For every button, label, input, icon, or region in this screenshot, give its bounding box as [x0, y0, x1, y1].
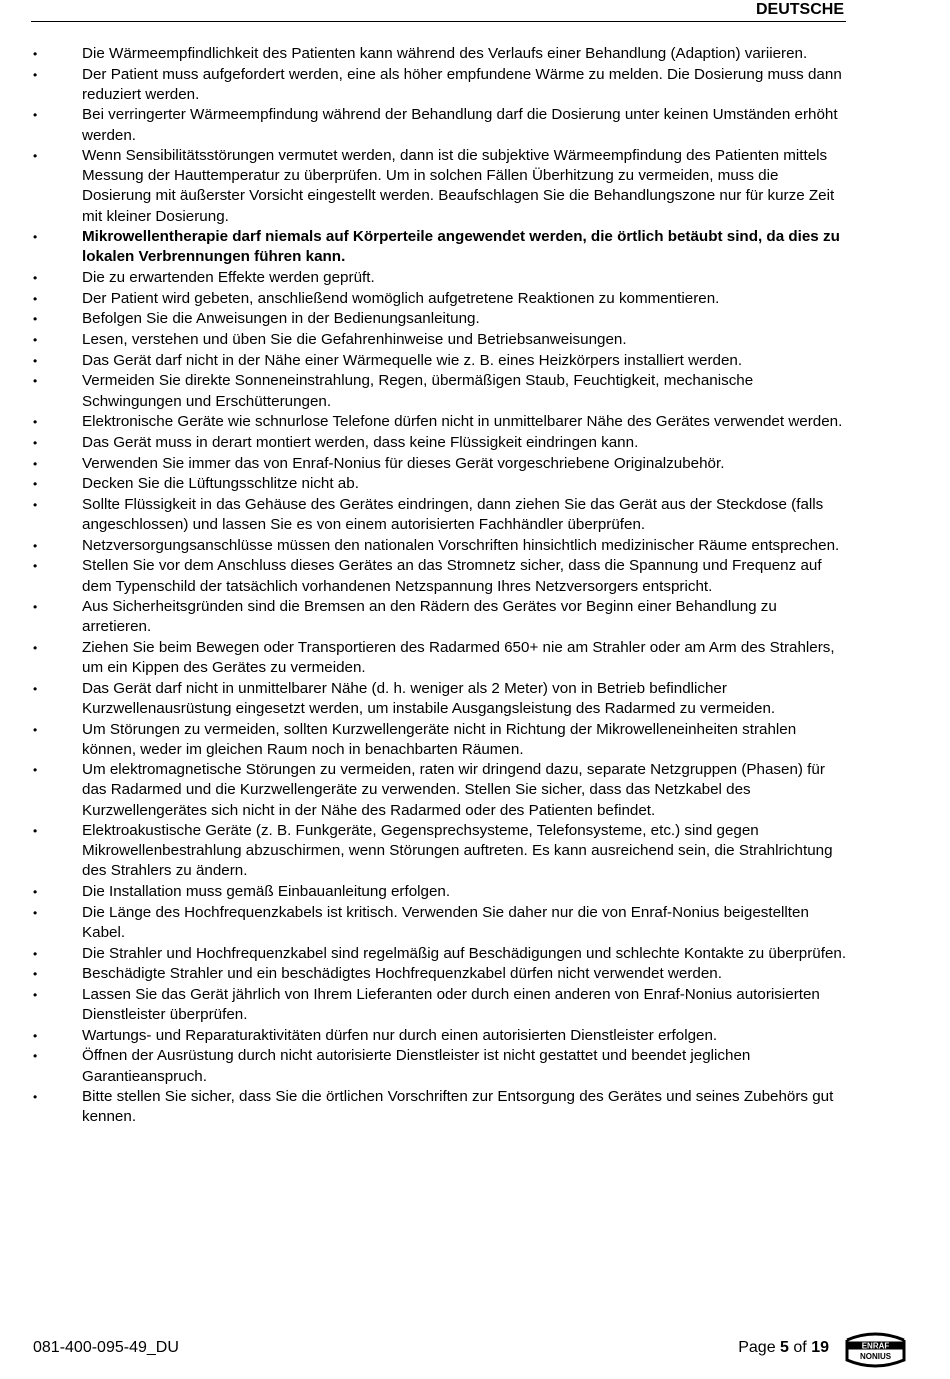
list-item-text: Wartungs- und Reparaturaktivitäten dürfen nur durch einen autorisierten Dienstleister erfolgen.: [82, 1026, 718, 1044]
list-item: [0, 944, 950, 964]
list-item: [0, 105, 950, 145]
enraf-nonius-logo-icon: [843, 1326, 908, 1374]
list-item-text: Das Gerät darf nicht in der Nähe einer Wärmequelle wie z. B. eines Heizkörpers installiert werden.: [82, 351, 743, 369]
page-total: 19: [811, 1339, 829, 1356]
list-item: [0, 433, 950, 453]
bullet-dot-icon: •: [33, 435, 38, 450]
list-item: [0, 146, 950, 226]
list-item-text: Wenn Sensibilitätsstörungen vermutet werden, dann ist die subjektive Wärmeempfindung des Patienten mittels Messung der Hauttemperatur zu überprüfen. Um in solchen Fällen Überhitzung zu vermeiden, muss die Dosierung mit äußerster Vorsicht eingestellt werden. Beaufschlagen Sie die Behandlungszone nur für kurze Zeit mit kleiner Dosierung.: [82, 147, 835, 225]
list-item-text: Lassen Sie das Gerät jährlich von Ihrem Lieferanten oder durch einen anderen von Enraf-Nonius autorisierten Dienstleister überprüfen.: [82, 985, 820, 1024]
bullet-dot-icon: •: [33, 456, 38, 471]
list-item: [0, 903, 950, 943]
list-item-text: Stellen Sie vor dem Anschluss dieses Gerätes an das Stromnetz sicher, dass die Spannung und Frequenz auf dem Typenschild der tatsächlich vorhandenen Netzspannung Ihres Netzversorgers entspricht.: [82, 557, 822, 595]
list-item: [0, 268, 950, 288]
list-item: [0, 474, 950, 494]
list-item-text: Lesen, verstehen und üben Sie die Gefahrenhinweise und Betriebsanweisungen.: [82, 331, 627, 349]
list-item: [0, 556, 950, 596]
list-item-text: Mikrowellentherapie darf niemals auf Körperteile angewendet werden, die örtlich betäubt sind, da dies zu lokalen Verbrennungen führen kann.: [82, 228, 840, 266]
bullet-dot-icon: •: [33, 600, 38, 615]
list-item-text: Die Länge des Hochfrequenzkabels ist kritisch. Verwenden Sie daher nur die von Enraf-Nonius beigestellten Kabel.: [82, 903, 809, 941]
bullet-dot-icon: •: [33, 824, 38, 839]
bullet-dot-icon: •: [33, 681, 38, 696]
bullet-dot-icon: •: [33, 722, 38, 737]
list-item: [0, 536, 950, 556]
list-item-text: Der Patient wird gebeten, anschließend womöglich aufgetretene Reaktionen zu kommentieren.: [82, 289, 720, 307]
list-item-text: Die Wärmeempfindlichkeit des Patienten kann während des Verlaufs einer Behandlung (Adaption) variieren.: [82, 45, 808, 62]
bullet-dot-icon: •: [33, 641, 38, 655]
header-rule: [31, 21, 846, 22]
list-item-text: Sollte Flüssigkeit in das Gehäuse des Gerätes eindringen, dann ziehen Sie das Gerät aus der Steckdose (falls angeschlossen) und lassen Sie es von einem autorisierten Fachhändler überprüfen.: [82, 495, 824, 534]
bullet-dot-icon: •: [33, 230, 38, 245]
bullet-dot-icon: •: [33, 538, 38, 553]
list-item: [0, 44, 950, 64]
list-item: [0, 985, 950, 1025]
bullet-dot-icon: •: [33, 415, 38, 430]
header-language: DEUTSCHE: [755, 1, 844, 18]
list-item: [0, 720, 950, 760]
list-item-text: Der Patient muss aufgefordert werden, eine als höher empfundene Wärme zu melden. Die Dosierung muss dann reduziert werden.: [82, 65, 842, 103]
bullet-dot-icon: •: [33, 967, 38, 982]
bullet-dot-icon: •: [33, 47, 38, 61]
footer-page-indicator: [738, 1339, 829, 1357]
bullet-dot-icon: •: [33, 477, 38, 492]
list-item-text: Netzversorgungsanschlüsse müssen den nationalen Vorschriften hinsichtlich medizinischer Räume entsprechen.: [82, 536, 840, 554]
bullet-dot-icon: •: [33, 291, 38, 306]
list-item-text: Um elektromagnetische Störungen zu vermeiden, raten wir dringend dazu, separate Netzgruppen (Phasen) für das Radarmed und die Kurzwellengeräte zu verwenden. Stellen Sie sicher, dass das Netzkabel des Kurzwellengerätes sich nicht in der Nähe des Radarmed oder des Patienten befindet.: [82, 761, 825, 819]
list-item: [0, 638, 950, 678]
list-item: [0, 65, 950, 105]
bullet-dot-icon: •: [33, 1049, 38, 1064]
bullet-dot-icon: •: [33, 353, 38, 368]
bullet-dot-icon: •: [33, 497, 38, 512]
list-item: [0, 1046, 950, 1086]
list-item: [0, 1026, 950, 1046]
list-item-text: Elektroakustische Geräte (z. B. Funkgeräte, Gegensprechsysteme, Telefonsysteme, etc.) sind gegen Mikrowellenbestrahlung abzuschirmen, wenn Störungen auftreten. Es kann ausreichend sein, die Strahlrichtung des Strahlers zu ändern.: [82, 822, 833, 880]
list-item-text: Verwenden Sie immer das von Enraf-Nonius für dieses Gerät vorgeschriebene Originalzubehör.: [82, 454, 725, 472]
list-item: [0, 1087, 950, 1127]
list-item: [0, 351, 950, 371]
bullet-dot-icon: •: [33, 271, 38, 285]
list-item-text: Die Installation muss gemäß Einbauanleitung erfolgen.: [82, 883, 451, 901]
page-current: 5: [780, 1339, 789, 1356]
list-item-text: Beschädigte Strahler und ein beschädigtes Hochfrequenzkabel dürfen nicht verwendet werden.: [82, 965, 722, 983]
list-item-text: Ziehen Sie beim Bewegen oder Transportieren des Radarmed 650+ nie am Strahler oder am Arm des Strahlers, um ein Kippen des Gerätes zu vermeiden.: [82, 639, 835, 677]
list-item-text: Das Gerät muss in derart montiert werden, dass keine Flüssigkeit eindringen kann.: [82, 433, 639, 451]
bullet-dot-icon: •: [33, 763, 38, 778]
safety-bullet-list: [0, 44, 950, 1128]
logo-text-line2: NONIUS: [859, 1352, 892, 1361]
list-item: [0, 821, 950, 881]
list-item-text: Bei verringerter Wärmeempfindung während der Behandlung darf die Dosierung unter keinen Umständen erhöht werden.: [82, 106, 838, 144]
list-item-text: Die zu erwartenden Effekte werden geprüft.: [82, 269, 375, 286]
list-item: [0, 289, 950, 309]
logo-text-line1: ENRAF: [861, 1341, 890, 1351]
list-item: [0, 454, 950, 474]
bullet-dot-icon: •: [33, 559, 38, 574]
bullet-dot-icon: •: [33, 987, 38, 1002]
list-item-text: Um Störungen zu vermeiden, sollten Kurzwellengeräte nicht in Richtung der Mikrowelleneinheiten strahlen können, weder im gleichen Raum noch in benachbarten Räumen.: [82, 720, 797, 758]
list-item: [0, 309, 950, 329]
bullet-dot-icon: •: [33, 1028, 38, 1043]
list-item: [0, 760, 950, 820]
bullet-dot-icon: •: [33, 67, 38, 82]
bullet-dot-icon: •: [33, 108, 38, 123]
page-of: of: [793, 1339, 807, 1356]
list-item: [0, 412, 950, 432]
list-item-text: Befolgen Sie die Anweisungen in der Bedienungsanleitung.: [82, 310, 480, 328]
list-item-text: Decken Sie die Lüftungsschlitze nicht ab.: [82, 475, 359, 493]
list-item-text: Aus Sicherheitsgründen sind die Bremsen an den Rädern des Gerätes vor Beginn einer Behandlung zu arretieren.: [82, 598, 777, 636]
list-item: [0, 495, 950, 535]
list-item-text: Das Gerät darf nicht in unmittelbarer Nähe (d. h. weniger als 2 Meter) von in Betrieb befindlicher Kurzwellenausrüstung eingesetzt werden, um instabile Ausgangsleistung des Radarmed zu vermeiden.: [82, 679, 776, 717]
list-item: [0, 330, 950, 350]
page-prefix: Page: [738, 1339, 776, 1356]
list-item-text: Öffnen der Ausrüstung durch nicht autorisierte Dienstleister ist nicht gestattet und beendet jeglichen Garantieanspruch.: [82, 1047, 751, 1085]
list-item: [0, 679, 950, 719]
bullet-dot-icon: •: [33, 312, 38, 327]
bullet-dot-icon: •: [33, 333, 38, 348]
bullet-dot-icon: •: [33, 885, 38, 900]
footer-doc-number: 081-400-095-49_DU: [33, 1339, 179, 1356]
bullet-dot-icon: •: [33, 374, 38, 389]
list-item: [0, 371, 950, 411]
list-item: [0, 882, 950, 902]
list-item-text: Vermeiden Sie direkte Sonneneinstrahlung, Regen, übermäßigen Staub, Feuchtigkeit, mechanische Schwingungen und Erschütterungen.: [82, 372, 754, 410]
bullet-dot-icon: •: [33, 946, 38, 961]
list-item: [0, 227, 950, 267]
list-item: [0, 597, 950, 637]
list-item-text: Die Strahler und Hochfrequenzkabel sind regelmäßig auf Beschädigungen und schlechte Kontakte zu überprüfen.: [82, 944, 847, 962]
bullet-dot-icon: •: [33, 1090, 38, 1105]
bullet-dot-icon: •: [33, 149, 38, 164]
list-item: [0, 964, 950, 984]
list-item-text: Bitte stellen Sie sicher, dass Sie die örtlichen Vorschriften zur Entsorgung des Gerätes und seines Zubehörs gut kennen.: [82, 1088, 834, 1126]
bullet-dot-icon: •: [33, 905, 38, 920]
list-item-text: Elektronische Geräte wie schnurlose Telefone dürfen nicht in unmittelbarer Nähe des Gerätes verwendet werden.: [82, 413, 843, 431]
